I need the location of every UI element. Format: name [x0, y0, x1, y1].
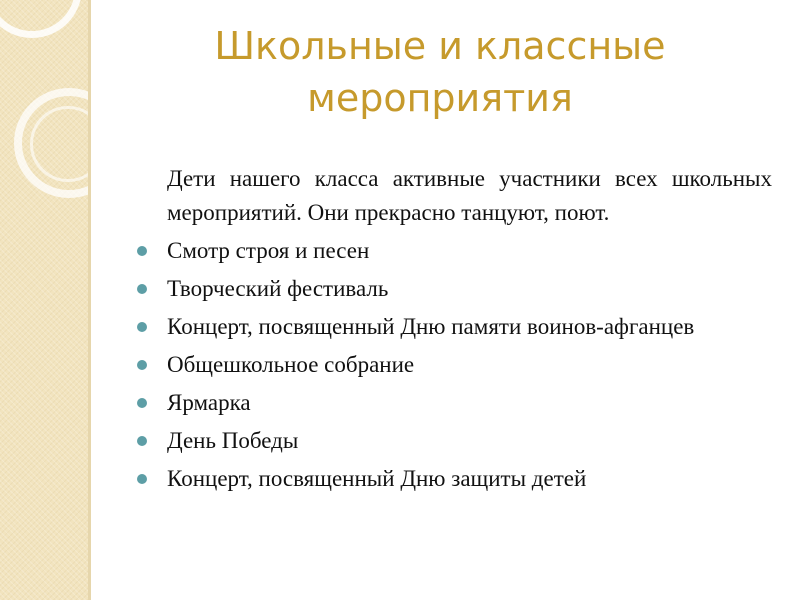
- bullet-dot-icon: [137, 360, 147, 370]
- bullet-dot-icon: [137, 284, 147, 294]
- list-item-text: Смотр строя и песен: [167, 238, 370, 263]
- events-list: [137, 236, 772, 494]
- slide-content: [137, 162, 772, 502]
- decorative-ring-top: [0, 0, 82, 38]
- slide-title: Школьные и классные мероприятия: [214, 24, 666, 120]
- bullet-dot-icon: [137, 436, 147, 446]
- bullet-dot-icon: [137, 398, 147, 408]
- list-item: [137, 236, 772, 266]
- intro-paragraph: Дети нашего класса активные участники всех школьных мероприятий. Они прекрасно танцуют, поют.: [167, 166, 772, 225]
- list-item: [137, 426, 772, 456]
- list-item: [137, 274, 772, 304]
- bullet-dot-icon: [137, 322, 147, 332]
- decorative-ring-inner: [30, 106, 106, 182]
- list-item-text: Концерт, посвященный Дню памяти воинов-афганцев: [167, 314, 695, 339]
- list-item: [137, 388, 772, 418]
- list-item: [137, 350, 772, 380]
- decorative-side-panel: [0, 0, 88, 600]
- list-item-text: Общешкольное собрание: [167, 352, 415, 377]
- list-item-text: Концерт, посвященный Дню защиты детей: [167, 466, 587, 491]
- side-panel-edge: [88, 0, 91, 600]
- list-item-text: День Победы: [167, 428, 299, 453]
- list-item: [137, 464, 772, 494]
- list-item: [137, 312, 772, 342]
- list-item-text: Творческий фестиваль: [167, 276, 389, 301]
- bullet-dot-icon: [137, 246, 147, 256]
- bullet-dot-icon: [137, 474, 147, 484]
- list-item-text: Ярмарка: [167, 390, 251, 415]
